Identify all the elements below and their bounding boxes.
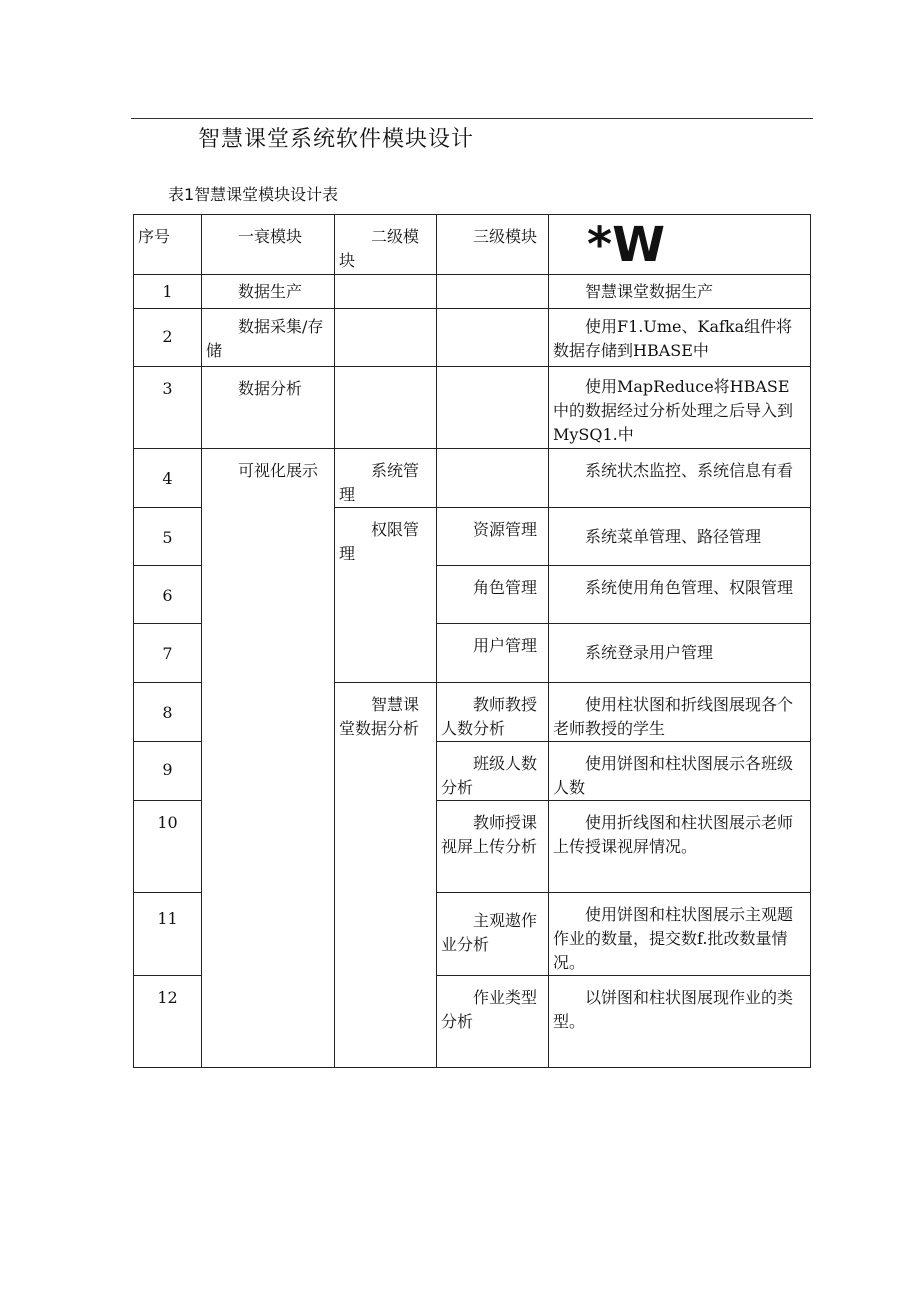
row-level1: 数据采集/存储 (202, 309, 335, 367)
row-seq: 1 (134, 275, 202, 309)
row-seq: 9 (134, 742, 202, 801)
row-desc: 以饼图和柱状图展现作业的类型。 (549, 976, 811, 1068)
row-desc: 使用柱状图和折线图展现各个老师教授的学生 (549, 683, 811, 742)
table-row (134, 449, 811, 508)
header-level2: 二级模块 (335, 215, 437, 275)
row-level2 (335, 309, 437, 367)
row-level3 (437, 309, 549, 367)
row-level3: 主观遨作业分析 (437, 893, 549, 976)
table-row (134, 367, 811, 449)
row-level3 (437, 449, 549, 508)
row-level3: 班级人数分析 (437, 742, 549, 801)
row-seq: 4 (134, 449, 202, 508)
row-level2-permission: 权限管理 (335, 508, 437, 683)
row-level3: 用户管理 (437, 624, 549, 683)
row-seq: 3 (134, 367, 202, 449)
row-seq: 7 (134, 624, 202, 683)
module-design-table (133, 214, 811, 1068)
row-desc: 系统使用角色管理、权限管理 (549, 566, 811, 624)
row-level3: 作业类型分析 (437, 976, 549, 1068)
row-level3: 角色管理 (437, 566, 549, 624)
row-level2 (335, 275, 437, 309)
row-seq: 10 (134, 801, 202, 893)
row-seq: 6 (134, 566, 202, 624)
row-level2: 系统管理 (335, 449, 437, 508)
header-level3: 三级模块 (437, 215, 549, 275)
row-level3: 教师授课视屏上传分析 (437, 801, 549, 893)
row-desc: 智慧课堂数据生产 (549, 275, 811, 309)
row-desc: 系统状杰监控、系统信息有看 (549, 449, 811, 508)
row-seq: 12 (134, 976, 202, 1068)
row-desc: 使用饼图和柱状图展示各班级人数 (549, 742, 811, 801)
row-seq: 8 (134, 683, 202, 742)
document-title: 智慧课堂系统软件模块设计 (198, 127, 475, 152)
row-level3: 教师教授人数分析 (437, 683, 549, 742)
row-level1: 数据生产 (202, 275, 335, 309)
row-level1-visualization: 可视化展示 (202, 449, 335, 1068)
row-seq: 11 (134, 893, 202, 976)
header-mark: *W (549, 215, 811, 275)
row-level3 (437, 275, 549, 309)
row-desc: 使用MapReduce将HBASE中的数据经过分析处理之后导入到MySQ1.中 (549, 367, 811, 449)
row-desc: 使用折线图和柱状图展示老师上传授课视屏情况。 (549, 801, 811, 893)
row-level1: 数据分析 (202, 367, 335, 449)
header-seq: 序号 (134, 215, 202, 275)
header-level1: 一衰模块 (202, 215, 335, 275)
row-seq: 2 (134, 309, 202, 367)
table-caption: 表1智慧课堂模块设计表 (168, 185, 339, 204)
row-seq: 5 (134, 508, 202, 566)
row-desc: 使用饼图和柱状图展示主观题作业的数量，提交数f.批改数量情况。 (549, 893, 811, 976)
header-row (134, 215, 811, 275)
table-row (134, 275, 811, 309)
top-rule (131, 118, 813, 119)
row-level2 (335, 367, 437, 449)
row-level2-classroom-analysis: 智慧课堂数据分析 (335, 683, 437, 1068)
row-desc: 使用F1.Ume、Kafka组件将数据存储到HBASE中 (549, 309, 811, 367)
table-row (134, 309, 811, 367)
row-level3: 资源管理 (437, 508, 549, 566)
row-desc: 系统登录用户管理 (549, 624, 811, 683)
row-level3 (437, 367, 549, 449)
row-desc: 系统菜单管理、路径管理 (549, 508, 811, 566)
